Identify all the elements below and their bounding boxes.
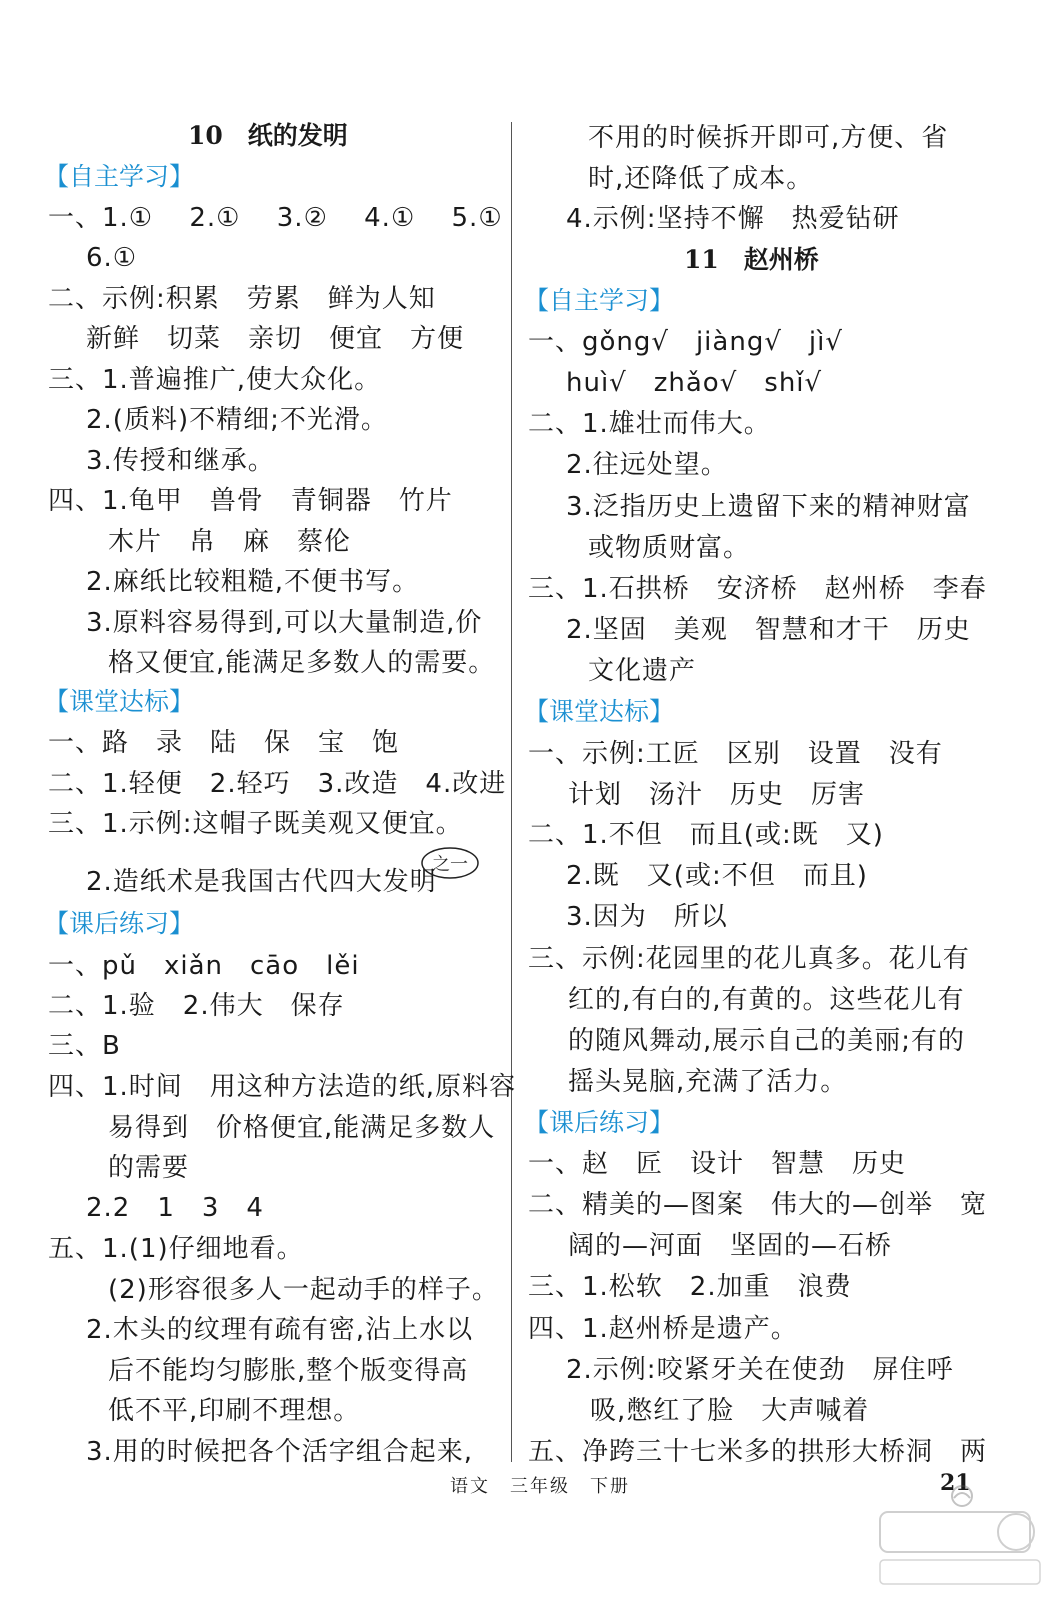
answer-line: 2.木头的纹理有疏有密,沾上水以 — [86, 1315, 474, 1345]
answer-line: 阔的—河面 坚固的—石桥 — [568, 1231, 893, 1261]
answer-line: 一、示例:工匠 区别 设置 没有 — [528, 739, 943, 769]
answer-line: 2.造纸术是我国古代四大发明 — [86, 867, 437, 897]
handwritten-text: 之一 — [432, 854, 468, 875]
answer-line: 时,还降低了成本。 — [588, 164, 814, 194]
answer-line: 二、1.验 2.伟大 保存 — [48, 991, 345, 1021]
answer-line: 4.示例:坚持不懈 热爱钻研 — [566, 204, 900, 234]
section-header-class-practice: 【课堂达标】 — [44, 687, 195, 716]
page-footer: 语文 三年级 下册 — [450, 1476, 630, 1497]
answer-line: 一、pǔ xiǎn cāo lěi — [48, 951, 360, 981]
answer-line: 3.泛指历史上遗留下来的精神财富 — [566, 492, 971, 522]
section-header-after-class: 【课后练习】 — [524, 1108, 675, 1137]
watermark-logo — [870, 1478, 1050, 1588]
answer-line: 2.2 1 3 4 — [86, 1193, 264, 1223]
answer-line: 一、1.① 2.① 3.② 4.① 5.① — [48, 203, 503, 233]
section-header-after-class: 【课后练习】 — [44, 909, 195, 938]
handwritten-circle-mark — [420, 845, 480, 881]
column-divider — [511, 122, 512, 1462]
answer-line: 3.原料容易得到,可以大量制造,价 — [86, 608, 483, 638]
answer-line: 2.示例:咬紧牙关在使劲 屏住呼 — [566, 1355, 954, 1385]
answer-line: 新鲜 切菜 亲切 便宜 方便 — [86, 324, 465, 354]
section-header-class-practice: 【课堂达标】 — [524, 697, 675, 726]
answer-line: 吸,憋红了脸 大声喊着 — [590, 1396, 870, 1426]
answer-line: 6.① — [86, 243, 138, 273]
section-header-self-study: 【自主学习】 — [524, 286, 675, 315]
answer-line: 四、1.赵州桥是遗产。 — [528, 1314, 798, 1344]
answer-line: 四、1.龟甲 兽骨 青铜器 竹片 — [48, 486, 453, 516]
answer-line: 3.传授和继承。 — [86, 446, 275, 476]
answer-line: 四、1.时间 用这种方法造的纸,原料容 — [48, 1072, 517, 1102]
answer-line: 后不能均匀膨胀,整个版变得高 — [108, 1356, 469, 1386]
answer-line: 二、精美的—图案 伟大的—创举 宽 — [528, 1190, 988, 1220]
answer-line: 三、1.石拱桥 安济桥 赵州桥 李春 — [528, 574, 987, 604]
answer-line: 红的,有白的,有黄的。这些花儿有 — [568, 985, 965, 1015]
answer-line: 3.因为 所以 — [566, 902, 728, 932]
answer-line: 三、1.普遍推广,使大众化。 — [48, 365, 382, 395]
answer-line: 二、1.雄壮而伟大。 — [528, 409, 771, 439]
answer-line: 低不平,印刷不理想。 — [108, 1396, 361, 1426]
answer-line: 二、1.不但 而且(或:既 又) — [528, 820, 884, 850]
answer-line: 三、B — [48, 1031, 121, 1061]
answer-line: 的需要 — [108, 1153, 190, 1183]
answer-line: 不用的时候拆开即可,方便、省 — [588, 123, 949, 153]
answer-line: 五、净跨三十七米多的拱形大桥洞 两 — [528, 1437, 988, 1467]
answer-line: 2.(质料)不精细;不光滑。 — [86, 405, 388, 435]
answer-line: 三、示例:花园里的花儿真多。花儿有 — [528, 944, 970, 974]
answer-line: 格又便宜,能满足多数人的需要。 — [108, 648, 496, 678]
answer-line: 摇头晃脑,充满了活力。 — [568, 1067, 848, 1097]
answer-line: 2.往远处望。 — [566, 450, 728, 480]
answer-line: 文化遗产 — [588, 656, 697, 686]
lesson-title-10: 10 纸的发明 — [188, 121, 348, 150]
answer-line: (2)形容很多人一起动手的样子。 — [108, 1275, 499, 1305]
answer-line: 二、示例:积累 劳累 鲜为人知 — [48, 284, 436, 314]
answer-line: 2.既 又(或:不但 而且) — [566, 861, 868, 891]
section-header-self-study: 【自主学习】 — [44, 162, 195, 191]
answer-line: 或物质财富。 — [588, 533, 751, 563]
page-number: 21 — [940, 1470, 971, 1496]
answer-line: 的随风舞动,展示自己的美丽;有的 — [568, 1026, 966, 1056]
answer-line: 一、赵 匠 设计 智慧 历史 — [528, 1149, 907, 1179]
answer-line: 2.麻纸比较粗糙,不便书写。 — [86, 567, 420, 597]
answer-line: 易得到 价格便宜,能满足多数人 — [108, 1113, 496, 1143]
answer-line: 3.用的时候把各个活字组合起来, — [86, 1437, 474, 1467]
answer-line: 计划 汤汁 历史 厉害 — [568, 780, 866, 810]
answer-line: 一、gǒng√ jiàng√ jì√ — [528, 327, 843, 357]
answer-line: 五、1.(1)仔细地看。 — [48, 1234, 304, 1264]
lesson-title-11: 11 赵州桥 — [684, 245, 819, 274]
answer-line: 二、1.轻便 2.轻巧 3.改造 4.改进 — [48, 769, 507, 799]
answer-line: 三、1.示例:这帽子既美观又便宜。 — [48, 809, 463, 839]
answer-line: 木片 帛 麻 蔡伦 — [108, 527, 352, 557]
answer-line: 一、路 录 陆 保 宝 饱 — [48, 728, 400, 758]
answer-line: 三、1.松软 2.加重 浪费 — [528, 1272, 852, 1302]
answer-line: 2.坚固 美观 智慧和才干 历史 — [566, 615, 971, 645]
answer-line: huì√ zhǎo√ shǐ√ — [566, 368, 823, 398]
